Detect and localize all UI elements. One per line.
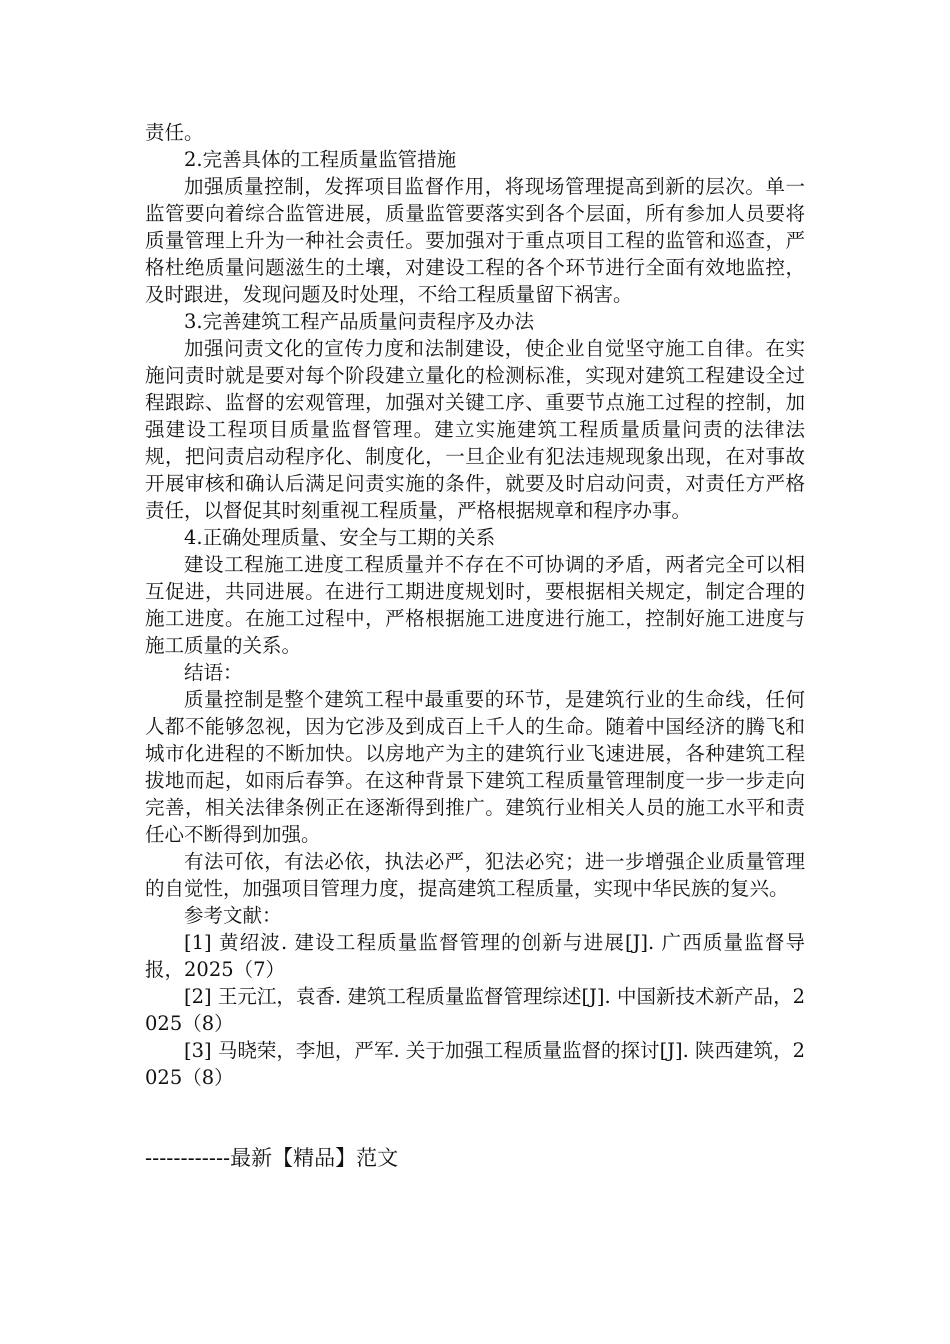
references-heading: 参考文献：: [184, 904, 282, 927]
paragraph: 质量控制是整个建筑工程中最重要的环节，是建筑行业的生命线，任何人都不能够忽视，因为它涉及到成百上千人的生命。随着中国经济的腾飞和城市化进程的不断加快。以房地产为主的建筑行业飞速进展，各种建筑工程拔地而起，如雨后春笋。在这种背景下建筑工程质量管理制度一步一步走向完善，相关法律条例正在逐渐得到推广。建筑行业相关人员的施工水平和责任心不断得到加强。: [145, 688, 805, 846]
document-body: [145, 119, 805, 1091]
paragraph: 建设工程施工进度工程质量并不存在不可协调的矛盾，两者完全可以相互促进，共同进展。在进行工期进度规划时，要根据相关规定，制定合理的施工进度。在施工过程中，严格根据施工进度进行施工，控制好施工进度与施工质量的关系。: [145, 553, 805, 657]
reference-item: [2] 王元江，袁香. 建筑工程质量监督管理综述[J]. 中国新技术新产品，2025（8）: [145, 985, 805, 1035]
paragraph-continuation: 责任。: [145, 121, 204, 144]
reference-item: [1] 黄绍波. 建设工程质量监督管理的创新与进展[J]. 广西质量监督导报，2025（7）: [145, 931, 805, 981]
reference-item: [3] 马晓荣，李旭，严军. 关于加强工程质量监督的探讨[J]. 陕西建筑，2025（8）: [145, 1039, 805, 1089]
paragraph: 有法可依，有法必依，执法必严，犯法必究；进一步增强企业质量管理的自觉性，加强项目管理力度，提高建筑工程质量，实现中华民族的复兴。: [145, 850, 805, 900]
section-heading-3: 3.完善建筑工程产品质量问责程序及办法: [184, 310, 535, 333]
section-heading-4: 4.正确处理质量、安全与工期的关系: [184, 526, 496, 549]
paragraph: 加强质量控制，发挥项目监督作用，将现场管理提高到新的层次。单一监管要向着综合监管进展，质量监管要落实到各个层面，所有参加人员要将质量管理上升为一种社会责任。要加强对于重点项目工程的监管和巡查，严格杜绝质量问题滋生的土壤，对建设工程的各个环节进行全面有效地监控，及时跟进，发现问题及时处理，不给工程质量留下祸害。: [145, 175, 805, 306]
paragraph: 加强问责文化的宣传力度和法制建设，使企业自觉坚守施工自律。在实施问责时就是要对每个阶段建立量化的检测标准，实现对建筑工程建设全过程跟踪、监督的宏观管理，加强对关键工序、重要节点施工过程的控制，加强建设工程项目质量监督管理。建立实施建筑工程质量质量问责的法律法规，把问责启动程序化、制度化，一旦企业有犯法违规现象出现，在对事故开展审核和确认后满足问责实施的条件，就要及时启动问责，对责任方严格责任，以督促其时刻重视工程质量，严格根据规章和程序办事。: [145, 337, 805, 522]
conclusion-heading: 结语：: [184, 661, 243, 684]
section-heading-2: 2.完善具体的工程质量监管措施: [184, 148, 457, 171]
page-footer: ------------最新【精品】范文: [145, 1146, 399, 1170]
